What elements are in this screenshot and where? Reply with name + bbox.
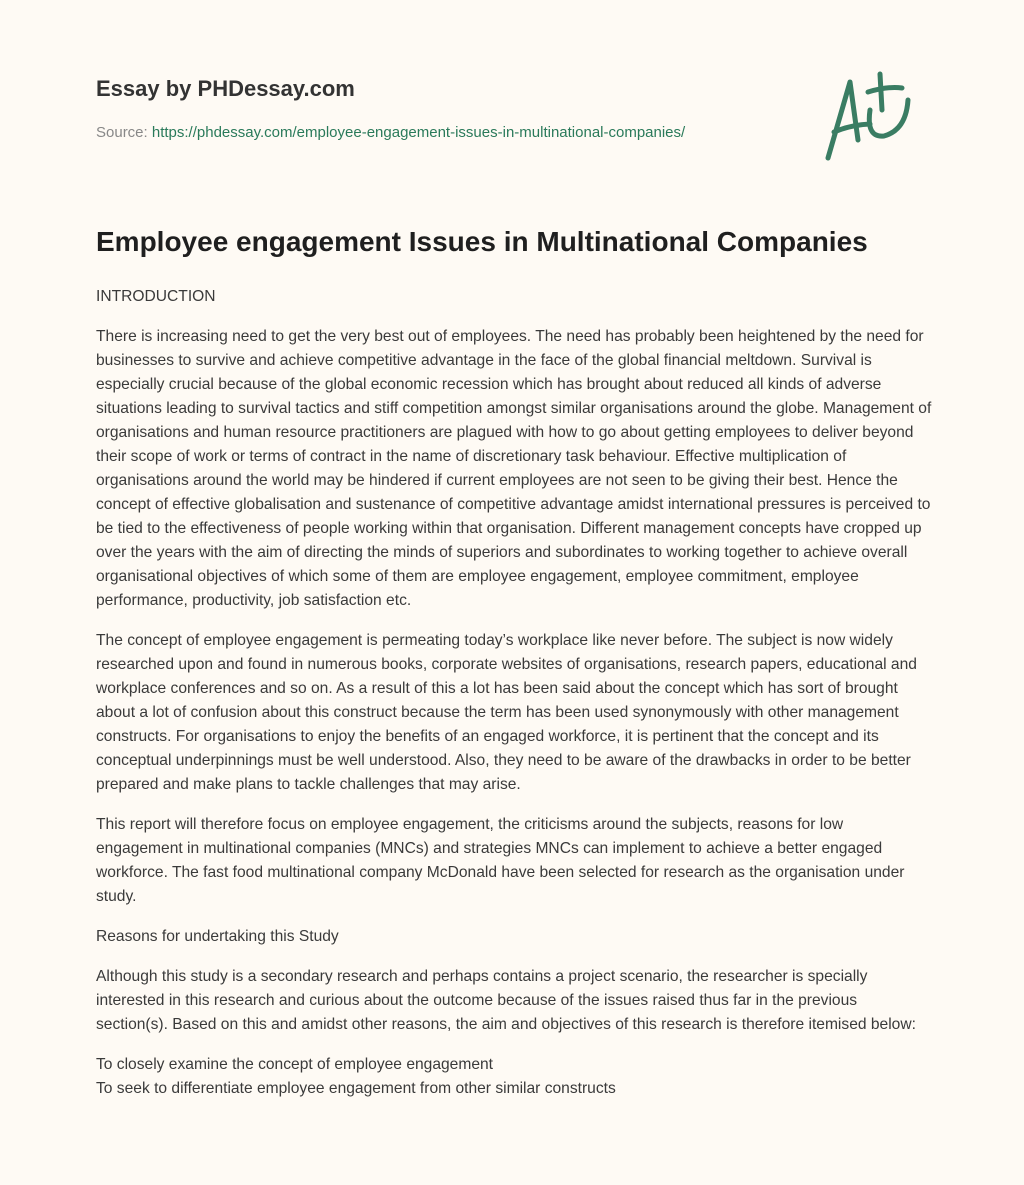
- section-heading: INTRODUCTION: [96, 288, 216, 305]
- paragraph: This report will therefore focus on employee engagement, the criticisms around the subjects, reasons for low engagement in multinational companies (MNCs) and strategies MNCs can implement to achieve a better engaged workforce. The fast food multinational company McDonald have been selected for research as the organisation under study.: [96, 816, 905, 905]
- brand-title: Essay by PHDessay.com: [96, 76, 355, 101]
- paragraph: There is increasing need to get the very best out of employees. The need has probably been heightened by the need for businesses to survive and achieve competitive advantage in the face of the global financial meltdown. Survival is especially crucial because of the global economic recession which has brought about reduced all kinds of adverse situations leading to survival tactics and stiff competition amongst similar organisations around the globe. Management of organisations and human resource practitioners are plagued with how to go about getting employees to deliver beyond their scope of work or terms of contract in the name of discretionary task behaviour. Effective multiplication of organisations around the world may be hindered if current employees are not seen to be giving their best. Hence the concept of effective globalisation and sustenance of competitive advantage amidst international pressures is perceived to be tied to the effectiveness of people working within that organisation. Different management concepts have cropped up over the years with the aim of directing the minds of superiors and subordinates to working together to achieve overall organisational objectives of which some of them are employee engagement, employee commitment, employee performance, productivity, job satisfaction etc.: [96, 328, 932, 609]
- source-line: [96, 124, 685, 141]
- section-heading: Reasons for undertaking this Study: [96, 928, 339, 945]
- objectives-list: [96, 1053, 932, 1101]
- paragraph: The concept of employee engagement is permeating today’s workplace like never before. The subject is now widely researched upon and found in numerous books, corporate websites of organisations, research papers, educational and workplace conferences and so on. As a result of this a lot has been said about the concept which has sort of brought about a lot of confusion about this construct because the term has been used synonymously with other management constructs. For organisations to enjoy the benefits of an engaged workforce, it is pertinent that the concept and its conceptual underpinnings must be well understood. Also, they need to be aware of the drawbacks in order to be better prepared and make plans to tackle challenges that may arise.: [96, 632, 917, 793]
- essay-title: Employee engagement Issues in Multinational Companies: [96, 226, 868, 257]
- essay-body: [96, 285, 932, 1101]
- list-item: To seek to differentiate employee engagement from other similar constructs: [96, 1080, 616, 1097]
- source-label: Source:: [96, 124, 148, 141]
- a-plus-logo-icon: [818, 70, 928, 165]
- paragraph: Although this study is a secondary research and perhaps contains a project scenario, the researcher is specially interested in this research and curious about the outcome because of the issues raised thus far in the previous section(s). Based on this and amidst other reasons, the aim and objectives of this research is therefore itemised below:: [96, 968, 916, 1033]
- source-link[interactable]: https://phdessay.com/employee-engagement-issues-in-multinational-companies/: [151, 124, 686, 141]
- list-item: To closely examine the concept of employee engagement: [96, 1056, 494, 1073]
